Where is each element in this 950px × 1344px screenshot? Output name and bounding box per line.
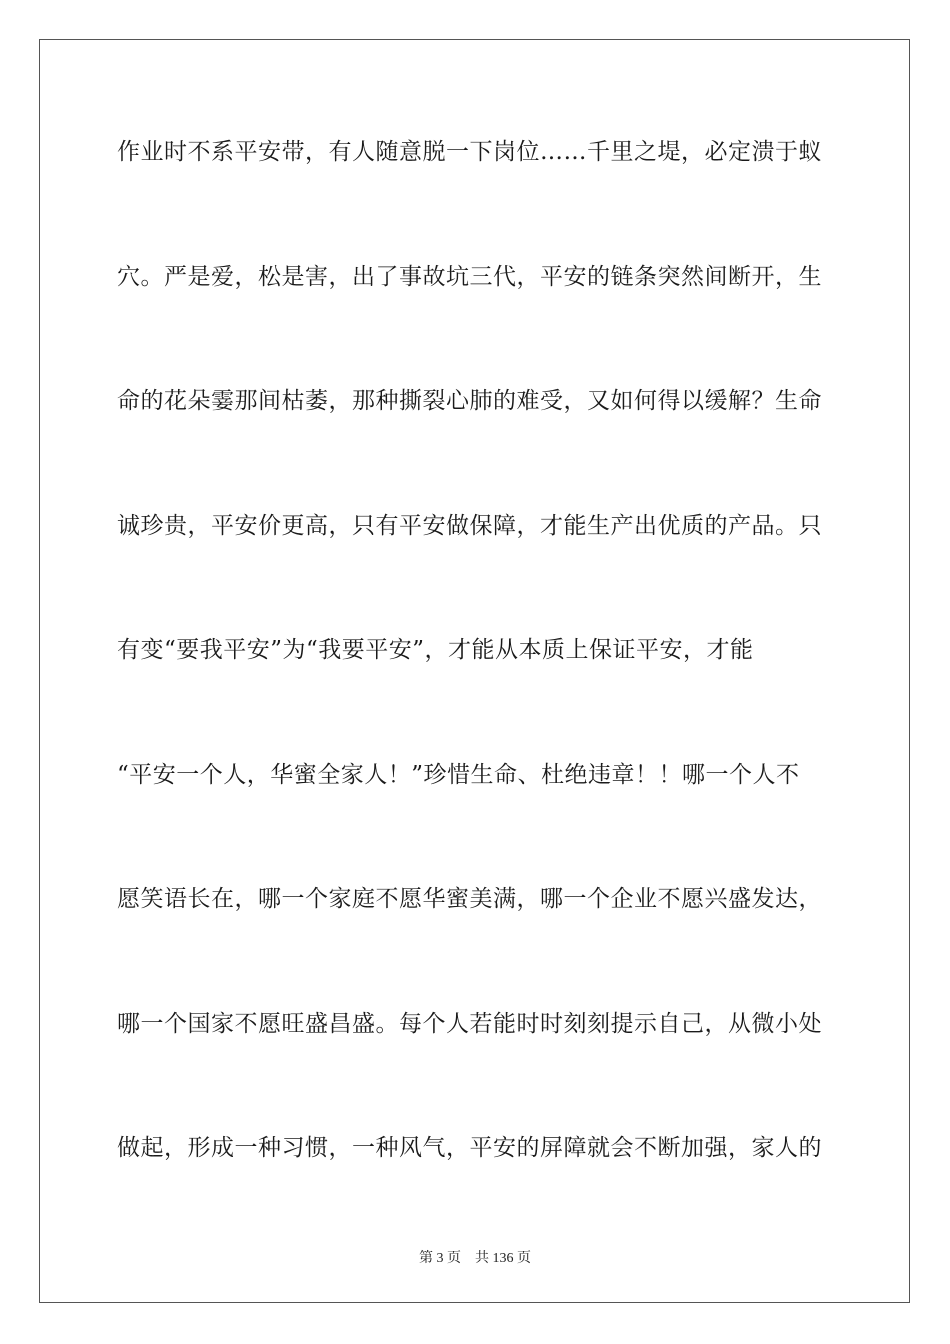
page-number: 第 3 页 bbox=[419, 1251, 461, 1266]
text-line: 命的花朵霎那间枯萎，那种撕裂心肺的难受，又如何得以缓解？生命 bbox=[117, 388, 822, 414]
text-line: “平安一个人，华蜜全家人！”珍惜生命、杜绝违章！！哪一个人不 bbox=[117, 761, 800, 788]
text-line: 诚珍贵，平安价更高，只有平安做保障，才能生产出优质的产品。只 bbox=[117, 512, 822, 539]
text-line: 作业时不系平安带，有人随意脱一下岗位……千里之堤，必定溃于蚁 bbox=[117, 139, 822, 165]
text-line: 有变“要我平安”为“我要平安”，才能从本质上保证平安，才能 bbox=[117, 637, 754, 663]
text-line: 做起，形成一种习惯，一种风气，平安的屏障就会不断加强，家人的 bbox=[117, 1135, 822, 1161]
document-body bbox=[117, 124, 837, 1245]
text-line: 愿笑语长在，哪一个家庭不愿华蜜美满，哪一个企业不愿兴盛发达， bbox=[117, 886, 822, 912]
text-line: 穴。严是爱，松是害，出了事故坑三代，平安的链条突然间断开，生 bbox=[117, 263, 822, 290]
total-pages: 共 136 页 bbox=[475, 1251, 531, 1266]
page-footer bbox=[0, 1247, 950, 1267]
text-line: 哪一个国家不愿旺盛昌盛。每个人若能时时刻刻提示自己，从微小处 bbox=[117, 1010, 822, 1037]
